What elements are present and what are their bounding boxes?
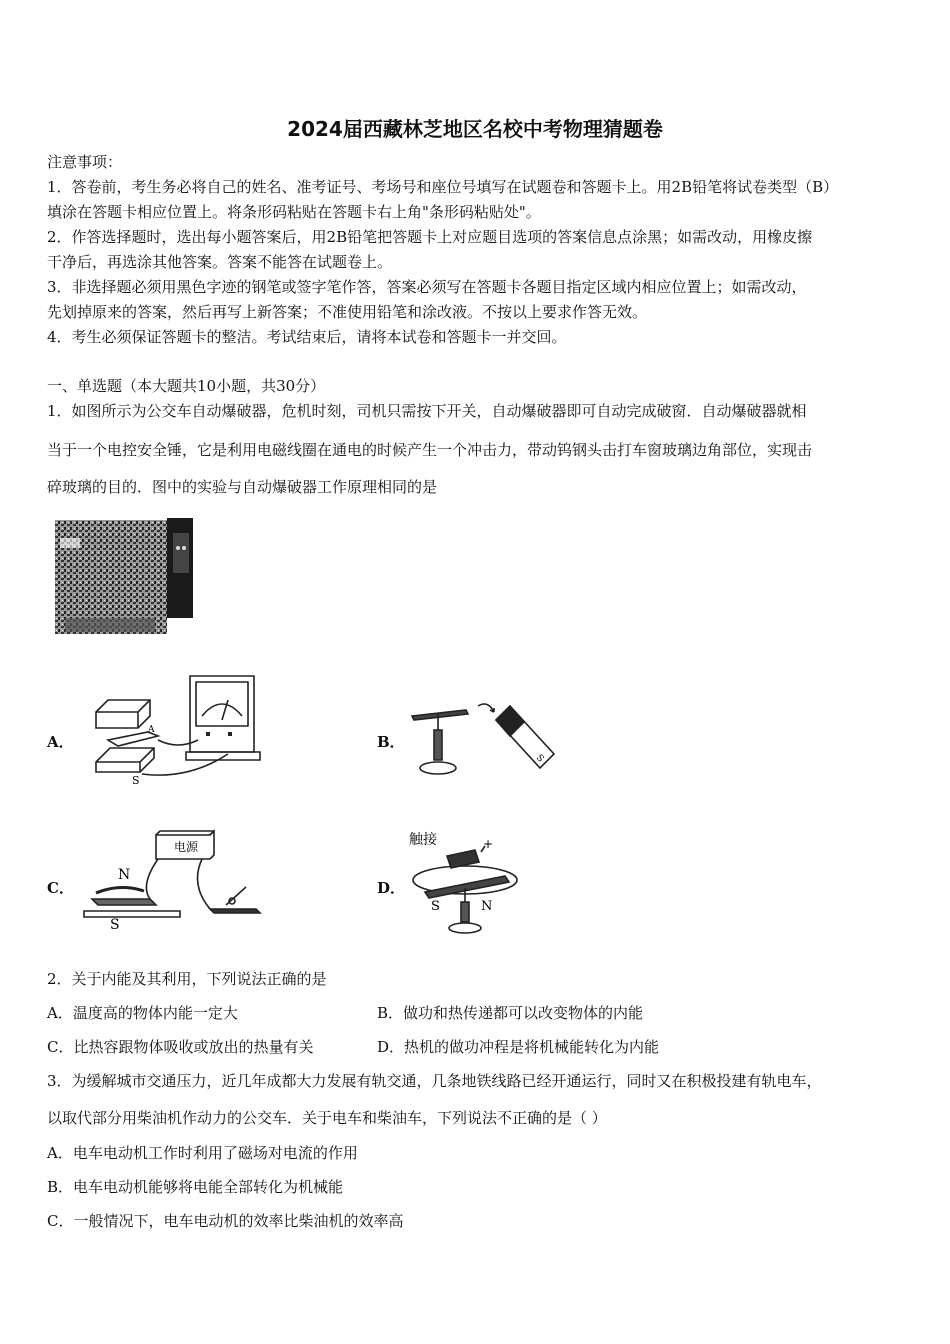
notice-line: 先划掉原来的答案，然后再写上新答案；不准使用铅笔和涂改液。不按以上要求作答无效。 xyxy=(47,303,648,321)
q3-option-b: B．电车电动机能够将电能全部转化为机械能 xyxy=(47,1178,344,1196)
q1-d-n-label: N xyxy=(481,899,493,914)
q1-c-s-label: S xyxy=(110,917,120,933)
notice-line: 干净后，再选涂其他答案。答案不能答在试题卷上。 xyxy=(47,253,393,271)
q1-option-a-label: A． xyxy=(47,733,74,751)
q1-option-c-label: C． xyxy=(47,879,74,897)
q1-a-s-label: S xyxy=(132,774,140,785)
q2-option-d: D．热机的做功冲程是将机械能转化为内能 xyxy=(377,1038,660,1056)
q3-option-a: A．电车电动机工作时利用了磁场对电流的作用 xyxy=(47,1144,358,1162)
q2-option-b: B．做功和热传递都可以改变物体的内能 xyxy=(377,1004,644,1022)
notice-heading: 注意事项： xyxy=(47,153,123,171)
notice-line: 3．非选择题必须用黑色字迹的钢笔或签字笔作答，答案必须写在答题卡各题目指定区域内相应位置上；如需改动， xyxy=(47,278,807,296)
page-title: 2024届西藏林芝地区名校中考物理猜题卷 xyxy=(287,117,663,141)
svg-text:A: A xyxy=(148,725,155,735)
q3-option-c: C．一般情况下，电车电动机的效率比柴油机的效率高 xyxy=(47,1212,404,1230)
q2-option-a: A．温度高的物体内能一定大 xyxy=(47,1004,238,1022)
notice-line: 4．考生必须保证答题卡的整洁。考试结束后，请将本试卷和答题卡一并交回。 xyxy=(47,328,567,346)
q3-stem-line: 3．为缓解城市交通压力，近几年成都大力发展有轨交通，几条地铁线路已经开通运行，同时又在积极投建有轨电车， xyxy=(47,1072,822,1090)
svg-text:+: + xyxy=(483,837,494,851)
q1-c-n-label: N xyxy=(118,867,131,883)
q1-d-touch-label: 触接 xyxy=(409,832,437,848)
q1-option-d-label: D． xyxy=(377,879,406,897)
notice-line: 2．作答选择题时，选出每小题答案后，用2B铅笔把答题卡上对应题目选项的答案信息点涂黑；如需改动，用橡皮擦 xyxy=(47,228,813,246)
q1-stem-line: 碎玻璃的目的．图中的实验与自动爆破器工作原理相同的是 xyxy=(47,478,438,496)
q1-d-s-label: S xyxy=(431,899,440,914)
q3-stem-line: 以取代部分用柴油机作动力的公交车．关于电车和柴油车，下列说法不正确的是（ ） xyxy=(47,1109,607,1127)
q1-c-power-label: 电源 xyxy=(174,840,199,854)
section-heading: 一、单选题（本大题共10小题，共30分） xyxy=(47,377,326,395)
q1-option-b-figure xyxy=(408,700,558,778)
q1-b-s-label: S xyxy=(533,753,546,765)
q1-option-b-label: B． xyxy=(377,733,405,751)
q1-option-c-figure xyxy=(80,825,270,933)
q1-stem-line: 1．如图所示为公交车自动爆破器，危机时刻，司机只需按下开关，自动爆破器即可自动完成破窗．自动爆破器就相 xyxy=(47,402,807,420)
q2-option-c: C．比热容跟物体吸收或放出的热量有关 xyxy=(47,1038,314,1056)
q1-stem-line: 当于一个电控安全锤，它是利用电磁线圈在通电的时候产生一个冲击力，带动钨钢头击打车窗玻璃边角部位，实现击 xyxy=(47,441,813,459)
q1-option-a-figure xyxy=(78,670,268,785)
q1-photo-figure xyxy=(55,518,195,636)
notice-line: 填涂在答题卡相应位置上。将条形码粘贴在答题卡右上角"条形码粘贴处"。 xyxy=(47,203,541,221)
notice-line: 1．答卷前，考生务必将自己的姓名、准考证号、考场号和座位号填写在试题卷和答题卡上。用2B铅笔将试卷类型（B） xyxy=(47,178,839,196)
q2-stem: 2．关于内能及其利用，下列说法正确的是 xyxy=(47,970,327,988)
q1-option-d-figure xyxy=(405,826,525,938)
